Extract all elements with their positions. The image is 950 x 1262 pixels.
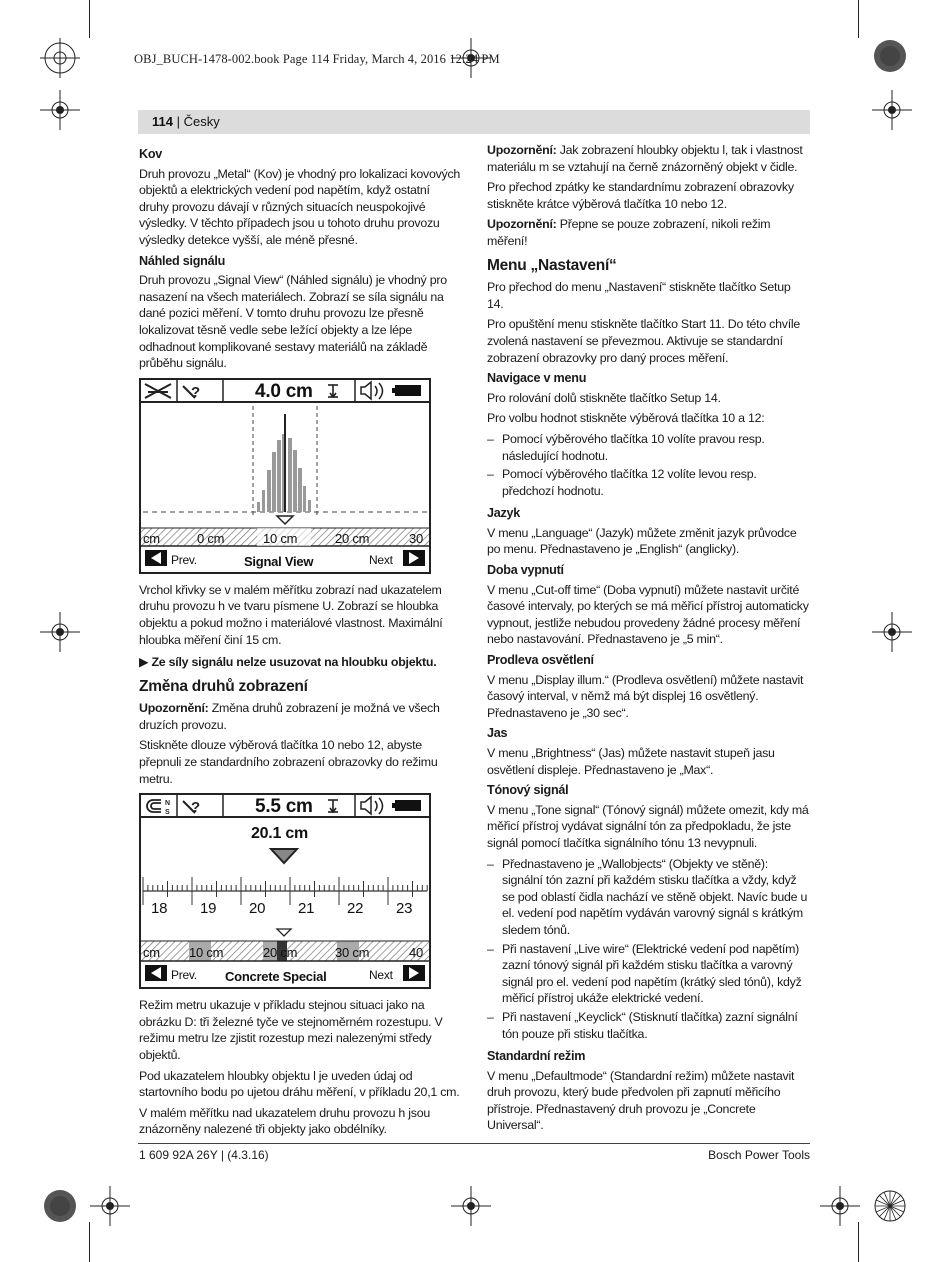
scale-label-4: 40 [409,945,423,961]
scale-label-0: cm [143,530,160,546]
paragraph-nahled: Druh provozu „Signal View“ (Náhled signálu) je vhodný pro nasazení na všech materiálech. Zobrazí se síla signálu na dané pozici měření. V tomto druhu provozu lze přesně lokalizovat těsně vedle sebe ležící objekty a lze lépe odhadnout komplikované sestavy materiálů na základě průběhu signálu. [139,273,447,371]
figure-concrete-special [139,793,431,989]
list-item: – Při nastavení „Live wire“ (Elektrické vedení pod napětím) zazní tónový signál při každém stisku tlačítka a varovný signál pro el. vedení pod napětím (krátký sled tónů), když měřicí přístroj ukáže elektrické vedení. [487,941,802,1006]
svg-text:S: S [165,809,170,817]
paragraph-male: V malém měřítku nad ukazatelem druhu provozu h jsou znázorněny nalezené tři objekty jako obdélníky. [139,1105,430,1137]
heading-zmena: Změna druhů zobrazení [139,677,308,695]
list-item: – Přednastaveno je „Wallobjects“ (Objekty ve stěně): signální tón zazní při každém stisku tlačítka a vždy, když se pod oblastí čidla nachází ve stěně objekt. Navíc bude u el. vedení pod napětím vydáván varovný signál s krátkým sledem tónů. [487,856,808,937]
crop-line-top-left-v [89,0,90,38]
mode-label: Concrete Special [225,969,327,985]
paragraph-nav-2: Pro volbu hodnot stiskněte výběrová tlačítka 10 a 12: [487,411,765,426]
page-number: 114 [152,114,173,129]
depth-readout: 5.5 cm [255,796,313,818]
paragraph-upozorneni-2: Upozornění: Přepne se pouze zobrazení, nikoli režim měření! [487,217,771,248]
registration-mark-left-middle [40,612,80,652]
scale-label-1: 10 cm [189,945,224,961]
paragraph-pod: Pod ukazatelem hloubky objektu l je uveden údaj od startovního bodu po ujetou dráhu měření, v příkladu 20,1 cm. [139,1068,460,1100]
registration-mark-bottom-right [870,1186,910,1226]
paragraph-upozorneni: Upozornění: Změna druhů zobrazení je možná ve všech druzích provozu. [139,701,440,732]
paragraph-tonovy: V menu „Tone signal“ (Tónový signál) můžete omezit, kdy má měřicí přístroj vydávat signální tón za předpokladu, že jste signál pomocí tlačítka signálního tónu 13 nevypnuli. [487,802,809,850]
svg-text:N: N [165,800,170,808]
registration-mark-left-upper [40,90,80,130]
ruler-label-19: 19 [200,900,217,918]
paragraph-jazyk: V menu „Language“ (Jazyk) můžete změnit jazyk průvodce po menu. Přednastaveno je „English“ (anglicky). [487,525,797,557]
paragraph-vrchol: Vrchol křivky se v malém měřítku zobrazí nad ukazatelem druhu provozu h ve tvaru písmene U. Zobrazí se hloubka objektu a pokud možno i materiálové vlastnost. Maximální hloubka měření činí 15 cm. [139,582,443,647]
svg-text:?: ? [191,799,200,817]
heading-nahled: Náhled signálu [139,253,226,268]
registration-mark-bottom-left-crop [90,1186,130,1226]
registration-mark-top-left [40,38,80,78]
heading-navigace: Navigace v menu [487,371,587,386]
paragraph-prodleva: V menu „Display illum.“ (Prodleva osvětlení) můžete nastavit časový interval, v němž má být displej 16 osvětlený. Přednastaveno je „30 sec“. [487,672,804,720]
warning-note: ▶ Ze síly signálu nelze usuzovat na hloubku objektu. [139,655,437,670]
scale-label-3: 20 cm [335,530,370,546]
figure-signal-view [139,378,431,574]
ruler-label-18: 18 [151,900,168,918]
paragraph-standard: V menu „Defaultmode“ (Standardní režim) můžete nastavit druh provozu, který bude předvolen při zapnutí měřicího přístroje. Přednastavený druh provozu je „Concrete Universal“. [487,1068,795,1133]
crop-line-bottom-left-v [89,1222,90,1262]
footer-brand: Bosch Power Tools [708,1148,810,1162]
svg-text:?: ? [191,383,200,401]
paragraph-upozorneni-1: Upozornění: Jak zobrazení hloubky objektu l, tak i vlastnost materiálu m se vztahují na černě znázorněný objekt v čidle. [487,143,803,174]
battery-icon [392,385,421,396]
page-header: 114 | Česky [138,110,810,134]
next-label: Next [369,968,393,983]
ruler-label-22: 22 [347,900,364,918]
heading-prodleva: Prodleva osvětlení [487,653,594,668]
scale-label-4: 30 [409,530,423,546]
crop-line-top-right-v [858,0,859,38]
heading-doba: Doba vypnutí [487,563,564,578]
heading-jazyk: Jazyk [487,506,521,521]
registration-mark-bottom-center [451,1186,491,1226]
paragraph-doba: V menu „Cut-off time“ (Doba vypnutí) můžete nastavit určité časové intervaly, po kterých se má měřicí přístroj automaticky vypnout, jestliže nebudou provedeny žádné procesy měření nebo nastavování. Přednastaveno je „5 min“. [487,582,809,647]
page-language: Česky [183,114,220,129]
distance-readout: 20.1 cm [251,825,308,843]
list-item: – Pomocí výběrového tlačítka 12 volíte levou resp. předchozí hodnotu. [487,467,757,498]
ruler-label-21: 21 [298,900,315,918]
registration-mark-right-middle [872,612,912,652]
heading-tonovy: Tónový signál [487,783,569,798]
scale-label-2: 20 cm [263,945,298,961]
registration-mark-top-right [872,38,908,74]
crop-line-bottom-right-v [858,1222,859,1262]
paragraph-menu-2: Pro opuštění menu stiskněte tlačítko Start 11. Do této chvíle zvolená nastavení se převezmou. Aktivuje se standardní zobrazení obrazovky pro daný proces měření. [487,317,801,365]
heading-kov: Kov [139,147,163,161]
paragraph-kov: Druh provozu „Metal“ (Kov) je vhodný pro lokalizaci kovových objektů a elektrických vedení pod napětím, když ostatní druhy provozu dávají v různých situacích neuspokojivé výsledky. V těchto případech jsou u tohoto druhu provozu výsledky detekce vyšší, ale méně přesné. [139,166,461,247]
registration-mark-right-upper [872,90,912,130]
registration-mark-bottom-right-crop [820,1186,860,1226]
heading-menu: Menu „Nastavení“ [487,256,617,274]
next-label: Next [369,552,393,567]
list-item: – Při nastavení „Keyclick“ (Stisknutí tlačítka) zazní signální tón pouze při stisku tlačítka. [487,1009,798,1041]
scale-label-1: 0 cm [197,530,225,546]
heading-standard: Standardní režim [487,1049,586,1064]
mode-label: Signal View [244,553,314,569]
paragraph-rezim: Režim metru ukazuje v příkladu stejnou situaci jako na obrázku D: tři železné tyče ve stejnoměrném rozestupu. V režimu metru lze zjistit rozestup mezi nalezenými středy objektů. [139,998,443,1063]
print-slug: OBJ_BUCH-1478-002.book Page 114 Friday, March 4, 2016 12:24 PM [134,52,500,66]
paragraph-nav-1: Pro rolování dolů stiskněte tlačítko Setup 14. [487,390,721,405]
paragraph-menu-1: Pro přechod do menu „Nastavení“ stiskněte tlačítko Setup 14. [487,280,791,311]
paragraph-jas: V menu „Brightness“ (Jas) můžete nastavit stupeň jasu osvětlení displeje. Přednastaveno je „Max“. [487,746,775,777]
paragraph-stisknete: Stiskněte dlouze výběrová tlačítka 10 nebo 12, abyste přepnuli ze standardního zobrazení obrazovky do režimu metru. [139,738,438,786]
depth-readout: 4.0 cm [255,380,313,402]
footer-code: 1 609 92A 26Y | (4.3.16) [139,1148,269,1162]
left-column [139,142,461,1142]
scale-label-2: 10 cm [263,530,298,546]
ruler-label-20: 20 [249,900,266,918]
registration-mark-bottom-left [42,1188,78,1224]
right-column [487,142,810,1138]
list-item: – Pomocí výběrového tlačítka 10 volíte pravou resp. následující hodnotu. [487,431,765,463]
scale-label-3: 30 cm [335,945,370,961]
ruler-label-23: 23 [396,900,413,918]
scale-label-0: cm [143,945,160,961]
prev-label: Prev. [171,968,197,983]
prev-label: Prev. [171,552,197,567]
battery-icon [392,800,421,811]
footer-divider [138,1143,810,1144]
heading-jas: Jas [487,726,508,741]
paragraph-prechod: Pro přechod zpátky ke standardnímu zobrazení obrazovky stiskněte krátce výběrová tlačítka 10 nebo 12. [487,180,794,211]
